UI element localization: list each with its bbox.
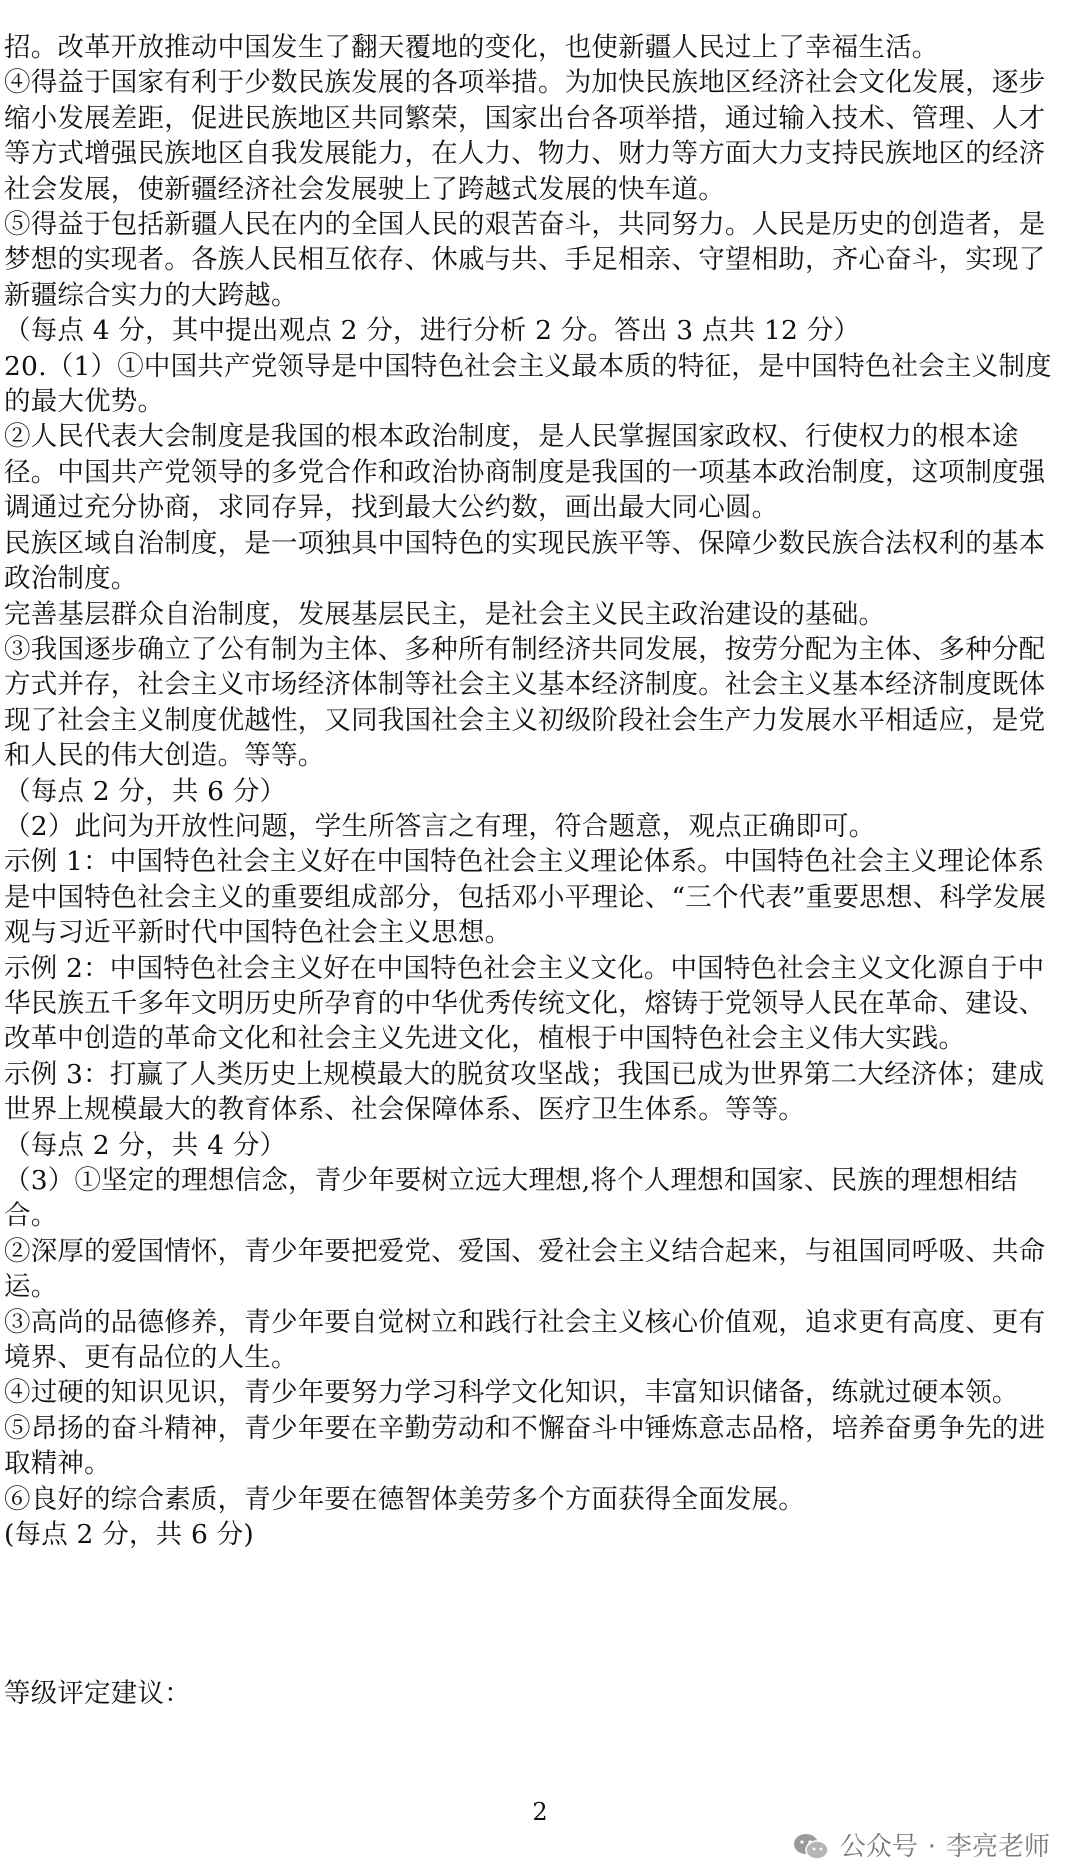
grading-heading: 等级评定建议： bbox=[4, 1678, 191, 1710]
question-20-part-1-point-2: ②人民代表大会制度是我国的根本政治制度，是人民掌握国家政权、行使权力的根本途径。中国共产党领导的多党合作和政治协商制度是我国的一项基本政治制度，这项制度强调通过充分协商，求同存异，找到最大公约数，画出最大同心圆。 bbox=[4, 421, 1046, 524]
question-20-part-3-point-1: （3）①坚定的理想信念，青少年要树立远大理想,将个人理想和国家、民族的理想相结合。 bbox=[4, 1165, 1018, 1232]
example-2: 示例 2：中国特色社会主义好在中国特色社会主义文化。中国特色社会主义文化源自于中华民族五千多年文明历史所孕育的中华优秀传统文化，熔铸于党领导人民在革命、建设、改革中创造的革命文化和社会主义先进文化，植根于中国特色社会主义伟大实践。 bbox=[4, 952, 1046, 1055]
paragraph-regional-autonomy: 民族区域自治制度，是一项独具中国特色的实现民族平等、保障少数民族合法权利的基本政治制度。 bbox=[4, 527, 1046, 595]
paragraph-intro: 招。改革开放推动中国发生了翻天覆地的变化，也使新疆人民过上了幸福生活。 bbox=[4, 32, 939, 63]
question-20-part-3-point-5: ⑤昂扬的奋斗精神，青少年要在辛勤劳动和不懈奋斗中锤炼意志品格，培养奋勇争先的进取精神。 bbox=[4, 1412, 1046, 1480]
example-1: 示例 1：中国特色社会主义好在中国特色社会主义理论体系。中国特色社会主义理论体系是中国特色社会主义的重要组成部分，包括邓小平理论、“三个代表”重要思想、科学发展观与习近平新时代中国特色社会主义思想。 bbox=[4, 846, 1047, 949]
question-20-part-3-point-2: ②深厚的爱国情怀，青少年要把爱党、爱国、爱社会主义结合起来，与祖国同呼吸、共命运。 bbox=[4, 1235, 1046, 1303]
blank-space bbox=[4, 1552, 1064, 1676]
paragraph-grassroots: 完善基层群众自治制度，发展基层民主，是社会主义民主政治建设的基础。 bbox=[4, 598, 886, 630]
watermark bbox=[792, 1830, 1050, 1864]
watermark-source: 公众号 bbox=[839, 1832, 918, 1862]
page-number: 2 bbox=[532, 1798, 548, 1826]
watermark-author: 李亮老师 bbox=[945, 1832, 1050, 1862]
document-body bbox=[4, 30, 1064, 1712]
wechat-icon bbox=[792, 1832, 830, 1862]
example-3: 示例 3：打赢了人类历史上规模最大的脱贫攻坚战；我国已成为世界第二大经济体；建成世界上规模最大的教育体系、社会保障体系、医疗卫生体系。等等。 bbox=[4, 1058, 1045, 1126]
question-20-part-3-point-3: ③高尚的品德修养，青少年要自觉树立和践行社会主义核心价值观，追求更有高度、更有境界、更有品位的人生。 bbox=[4, 1306, 1046, 1374]
paragraph-point-4: ④得益于国家有利于少数民族发展的各项举措。为加快民族地区经济社会文化发展，逐步缩小发展差距，促进民族地区共同繁荣，国家出台各项举措，通过输入技术、管理、人才等方式增强民族地区自我发展能力，在人力、物力、财力等方面大力支持民族地区的经济社会发展，使新疆经济社会发展驶上了跨越式发展的快车道。 bbox=[4, 67, 1046, 205]
scoring-note: （每点 2 分，共 6 分） bbox=[4, 775, 287, 807]
paragraph-point-5: ⑤得益于包括新疆人民在内的全国人民的艰苦奋斗，共同努力。人民是历史的创造者，是梦想的实现者。各族人民相互依存、休戚与共、手足相亲、守望相助，齐心奋斗，实现了新疆综合实力的大跨越。 bbox=[4, 209, 1046, 311]
question-20-part-1-point-3: ③我国逐步确立了公有制为主体、多种所有制经济共同发展，按劳分配为主体、多种分配方式并存，社会主义市场经济体制等社会主义基本经济制度。社会主义基本经济制度既体现了社会主义制度优越性，又同我国社会主义初级阶段社会生产力发展水平相适应，是党和人民的伟大创造。等等。 bbox=[4, 633, 1046, 772]
question-20-part-3-point-6: ⑥良好的综合素质，青少年要在德智体美劳多个方面获得全面发展。 bbox=[4, 1483, 805, 1515]
scoring-note: （每点 2 分，共 4 分） bbox=[4, 1129, 287, 1161]
watermark-separator: · bbox=[927, 1832, 936, 1862]
scoring-note: （每点 4 分，其中提出观点 2 分，进行分析 2 分。答出 3 点共 12 分） bbox=[4, 315, 861, 347]
question-20-part-2: （2）此问为开放性问题，学生所答言之有理，符合题意，观点正确即可。 bbox=[4, 810, 876, 842]
scoring-note: (每点 2 分，共 6 分) bbox=[4, 1519, 254, 1551]
question-20-part-1-point-1: 20.（1）①中国共产党领导是中国特色社会主义最本质的特征，是中国特色社会主义制度的最大优势。 bbox=[4, 350, 1052, 418]
question-20-part-3-point-4: ④过硬的知识见识，青少年要努力学习科学文化知识，丰富知识储备，练就过硬本领。 bbox=[4, 1377, 1019, 1409]
